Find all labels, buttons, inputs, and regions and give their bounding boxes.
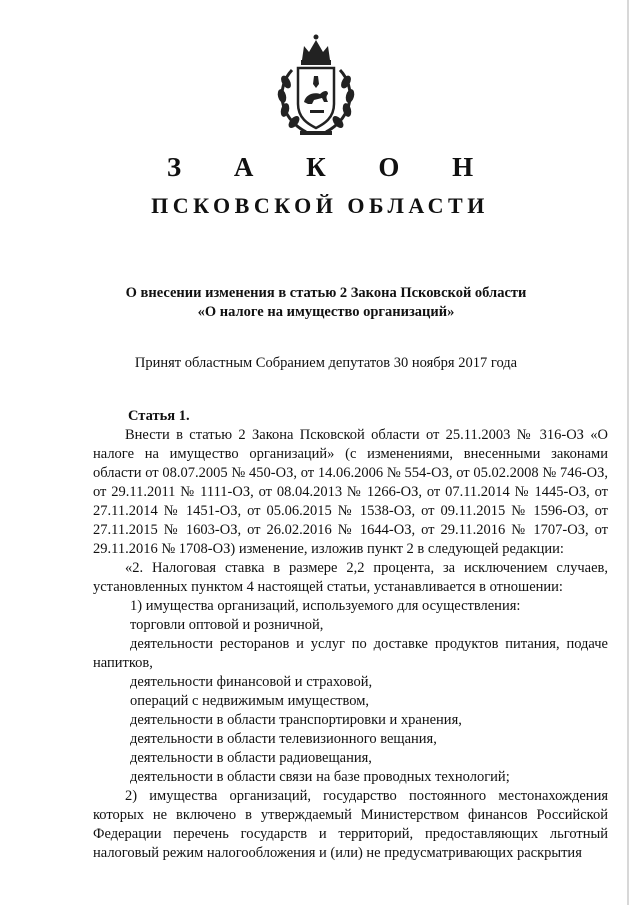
- paragraph: «2. Налоговая ставка в размере 2,2 процента, за исключением случаев, установленных пунктом 4 настоящей статьи, устанавливается в отношении:: [93, 560, 608, 595]
- adoption-statement: Принят областным Собранием депутатов 30 ноября 2017 года: [134, 355, 518, 371]
- page-edge-shadow: [627, 0, 629, 905]
- law-name-line: «О налоге на имущество организаций»: [197, 304, 455, 320]
- list-item: деятельности ресторанов и услуг по доставке продуктов питания, подаче напитков,: [93, 636, 608, 671]
- paragraph: 2) имущества организаций, государство постоянного местонахождения которых не включено в утверждаемый Министерством финансов Российской Федерации перечень государств и территорий, предоставляющих льготный налоговый режим налогообложения и (или) не предусматривающих раскрытия: [93, 788, 608, 861]
- law-name: [100, 284, 552, 322]
- list-item: деятельности в области связи на базе проводных технологий;: [130, 769, 510, 785]
- list-item: торговли оптовой и розничной,: [130, 617, 324, 633]
- law-subtitle: ПСКОВСКОЙ ОБЛАСТИ: [151, 193, 489, 218]
- list-item: операций с недвижимым имуществом,: [130, 693, 370, 709]
- list-item: деятельности в области радиовещания,: [130, 750, 372, 766]
- list-item: 1) имущества организаций, используемого для осуществления:: [130, 598, 521, 614]
- law-name-line: О внесении изменения в статью 2 Закона Псковской области: [125, 285, 527, 301]
- list-item: деятельности в области транспортировки и хранения,: [130, 712, 462, 728]
- coat-of-arms-icon: [266, 32, 366, 142]
- list-item: деятельности финансовой и страховой,: [130, 674, 373, 690]
- law-title: З А К О Н: [166, 152, 497, 182]
- article-heading: Статья 1.: [128, 408, 190, 424]
- document-body: [93, 407, 608, 863]
- list-item: деятельности в области телевизионного вещания,: [130, 731, 437, 747]
- paragraph: Внести в статью 2 Закона Псковской области от 25.11.2003 № 316-ОЗ «О налоге на имущество организаций» (с изменениями, внесенными законами области от 08.07.2005 № 450-ОЗ, от 14.06.2006 № 554-ОЗ, от 05.02.2008 № 746-ОЗ, от 29.11.2011 № 1111-ОЗ, от 08.04.2013 № 1266-ОЗ, от 07.11.2014 № 1445-ОЗ, от 27.11.2014 № 1451-ОЗ, от 05.06.2015 № 1538-ОЗ, от 09.11.2015 № 1596-ОЗ, от 27.11.2015 № 1603-ОЗ, от 26.02.2016 № 1644-ОЗ, от 29.11.2016 № 1707-ОЗ, от 29.11.2016 № 1708-ОЗ) изменение, изложив пункт 2 в следующей редакции:: [93, 427, 608, 557]
